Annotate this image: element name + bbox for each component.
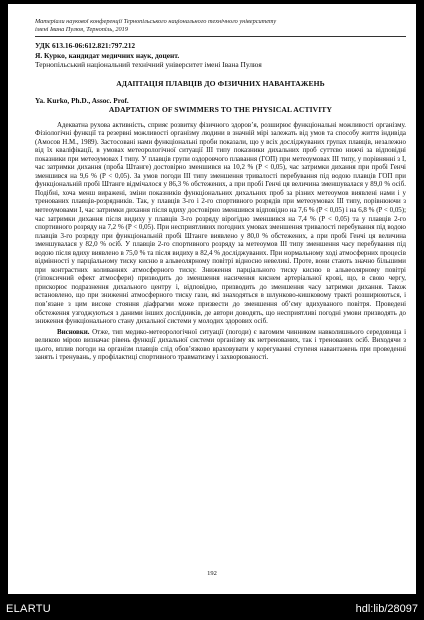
body-paragraph: Адекватна рухова активність, сприяє розвитку фізичного здоров’я, розширює функціональні можливості організму. Фізіологічні функції та резервні можливості організму людини в значній мірі залежать від умов та способу життя індивіда (Амосов Н.М., 1989). Застосовані нами функціональні проби показали, що у всіх досліджуваних групах плавців, незалежно від їх кваліфікації, в умовах метеорологічної ситуації III типу показники дихальних проб суттєво нижчі за відповідні показники при метеоумовах I типу. У плавців групи оздоровчого плавання (ГОП) при метеоумовах III типу, у порівнянні з I, час затримки дихання (проба Штанге) достовірно зменшився на 10,2 % (P < 0,05), час затримки дихання при пробі Генчі зменшився на 9,6 % (P < 0,05). За умов погоди III типу зменшення тривалості перебування під водою плавців ГОП при функціональній пробі Штанге відмічалося у 86,3 % обстежених, а при пробі Генчі ця величина зменшувалася у 89,0 % осіб. Подібні, хоча менш виражені, зміни показників функціональних дихальних проб за різних метеоумов виявлені нами і у тренованих плавців-розрядників. Так, у плавців 3-го і 2-го спортивного розрядів при метеоумовах III типу, порівнюючи з метеоумовами I, час затримки дихання після вдиху достовірно зменшився відповідно на 7,6 % (P < 0,05) і на 6,8 % (P < 0,05); час затримки дихання після видиху у плавців 3-го розряду вірогідно зменшився на 7,4 % (P < 0,05) та у плавців 2-го спортивного розряду на 7,2 % (P < 0,05). При несприятливих погодних умовах зменшення тривалості перебування під водою плавців 3-го розряду при функціональній пробі Штанге виявлено у 80,0 % обстежених, а при пробі Генчі ця величина зменшувалася у 82,0 % осіб. У плавців 2-го спортивного розряду за метеоумов III типу зменшення часу перебування під водою після вдиху виявлено в 75,0 % та після видиху в 82,4 % досліджуваних. При нормальному ході атмосферних процесів відмінності у парціальному тиску кисню в альвеолярному повітрі відносно невеликі. Проте, вони стають значно більшими при контрастних коливаннях атмосферного тиску. Зниження парціального тиску кисню в альвеолярному повітрі (гіпоксичний ефект атмосфери) призводить до зменшення насичення киснем артеріальної крові, що, в свою чергу, прискорює подразнення дихального центру і, відповідно, призводить до зменшення часу затримки дихання. Також встановлено, що при зниженні атмосферного тиску гази, які знаходяться в шлунково-кишковому тракті розширюються, і пов’язане з цим високе стояння діафрагми може призвести до зменшення об’єму вдихуваного повітря. Проведені обстеження узгоджуються з даними інших дослідників, де автори доводять, що несприятливі погодні умови призводять до зниження функціонального стану дихальної системи у молодих здорових осіб.: [35, 120, 406, 326]
repository-footer: [0, 596, 424, 620]
title-ua: АДАПТАЦІЯ ПЛАВЦІВ ДО ФІЗИЧНИХ НАВАНТАЖЕНЬ: [116, 78, 325, 88]
conclusion-text: Отже, тип медико-метеорологічної ситуації (погоди) є вагомим чинником навколишнього середовища і великою мірою визначає рівень функції дихальної системи організму як нетренованих, так і тренованих осіб. Виходячи з цього, вплив погоди на організм плавців слід обов’язково враховувати у корегуванні ступеня навантажень при проведенні занять і тренувань, у профілактиці спортивного травматизму і захворюваності.: [35, 327, 406, 362]
conference-line-1: Матеріали наукової конференції Тернопільського національного технічного університету: [35, 18, 277, 25]
title-en: ADAPTATION OF SWIMMERS TO THE PHYSICAL ACTIVITY: [108, 104, 333, 114]
udc-code: УДК 613.16-06:612.821:797.212: [35, 41, 136, 50]
affiliation: Тернопільський національний технічний університет імені Івана Пулюя: [35, 60, 262, 69]
conclusion-label: Висновки.: [57, 327, 90, 336]
author-ua: Я. Курко, кандидат медичних наук, доцент.: [35, 50, 180, 60]
repository-name: ELARTU: [6, 603, 51, 615]
author-en: Ya. Kurko, Ph.D., Assoc. Prof.: [35, 95, 129, 105]
conference-header: [35, 18, 406, 34]
conference-line-2: імені Івана Пулюя, Тернопіль, 2019: [35, 26, 128, 33]
page-number: 192: [207, 570, 217, 577]
handle-id: hdl:lib/28097: [355, 603, 418, 615]
header-divider: [35, 36, 406, 37]
document-page: [8, 4, 416, 594]
conclusion-paragraph: [35, 328, 406, 362]
